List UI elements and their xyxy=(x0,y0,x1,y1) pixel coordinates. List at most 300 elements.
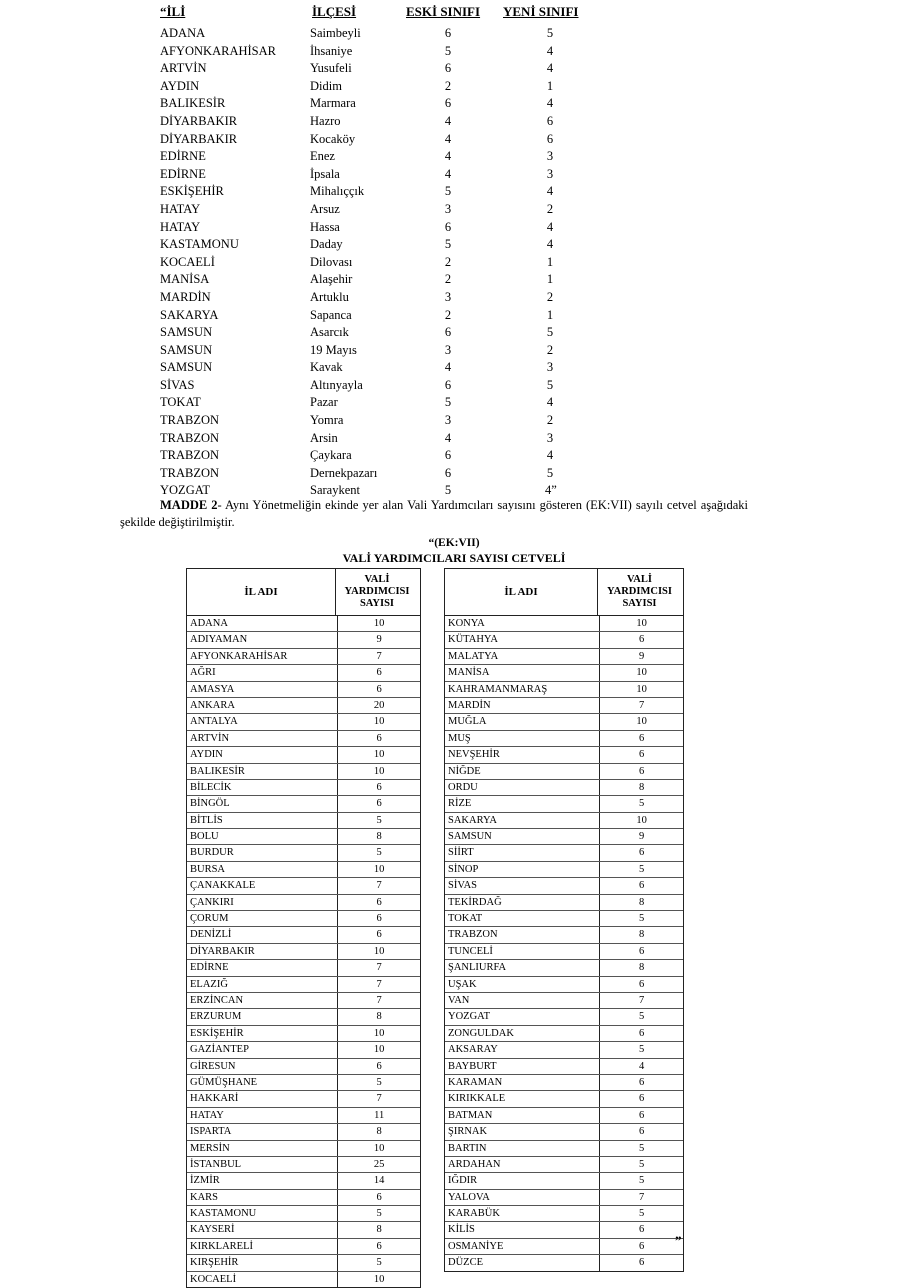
madde-text: - Aynı Yönetmeliğin ekinde yer alan Vali Yardımcıları sayısını gösteren (EK:VII) sayılı cetvel aşağıdaki şekilde değiştirilmiştir. xyxy=(120,498,748,529)
deputy-count-cell: 8 xyxy=(599,927,683,942)
deputy-count-cell: 5 xyxy=(599,1173,683,1188)
old-class-cell: 6 xyxy=(444,448,452,463)
table-row xyxy=(187,1026,420,1042)
table-row xyxy=(187,845,420,861)
old-class-cell: 4 xyxy=(444,430,452,445)
province-name-cell: AYDIN xyxy=(190,749,223,761)
province-name-cell: GÜMÜŞHANE xyxy=(190,1076,258,1088)
province-name-cell: KIRIKKALE xyxy=(448,1093,506,1105)
province-name-cell: BURDUR xyxy=(190,847,234,859)
old-class-cell: 5 xyxy=(444,184,452,199)
district-row xyxy=(0,114,908,132)
province-name-cell: NİĞDE xyxy=(448,765,481,777)
district-row xyxy=(0,290,908,308)
province-name-cell: ISPARTA xyxy=(190,1126,232,1138)
province-name-cell: RİZE xyxy=(448,798,472,810)
annex-reference: “(EK:VII) xyxy=(428,537,480,549)
province-name-cell: ERZİNCAN xyxy=(190,994,244,1006)
deputy-count-cell: 10 xyxy=(337,747,420,762)
deputy-count-cell: 5 xyxy=(337,813,420,828)
district-row xyxy=(0,448,908,466)
district-cell: Hassa xyxy=(310,219,340,234)
table-row xyxy=(445,1009,683,1025)
new-class-cell: 4 xyxy=(546,219,554,234)
new-class-cell: 2 xyxy=(546,342,554,357)
new-class-cell: 3 xyxy=(546,430,554,445)
new-class-cell: 2 xyxy=(546,201,554,216)
table-row xyxy=(187,911,420,927)
district-cell: Artuklu xyxy=(310,289,349,304)
province-name-cell: KARS xyxy=(190,1191,219,1203)
old-class-cell: 4 xyxy=(444,131,452,146)
province-cell: DİYARBAKIR xyxy=(160,131,238,146)
new-class-cell: 4 xyxy=(546,184,554,199)
table-row xyxy=(187,1042,420,1058)
district-cell: Alaşehir xyxy=(310,272,353,287)
district-cell: Kavak xyxy=(310,360,343,375)
deputy-count-cell: 5 xyxy=(599,1042,683,1057)
province-name-cell: KOCAELİ xyxy=(190,1273,237,1285)
province-cell: TRABZON xyxy=(160,465,220,480)
province-name-cell: ADANA xyxy=(190,618,228,629)
table-row xyxy=(187,796,420,812)
province-cell: YOZGAT xyxy=(160,483,210,498)
province-name-cell: SİVAS xyxy=(448,880,477,892)
province-name-cell: BURSA xyxy=(190,863,226,875)
deputy-count-cell: 5 xyxy=(599,862,683,877)
deputy-count-cell: 6 xyxy=(337,731,420,746)
province-name-cell: KASTAMONU xyxy=(190,1208,257,1220)
deputy-count-cell: 14 xyxy=(337,1173,420,1188)
deputy-count-cell: 6 xyxy=(599,1075,683,1090)
header-yeni-sinifi: YENİ SINIFI xyxy=(503,4,579,19)
deputy-count-cell: 6 xyxy=(337,927,420,942)
deputy-count-cell: 6 xyxy=(337,796,420,811)
deputy-count-cell: 7 xyxy=(337,649,420,664)
district-cell: 19 Mayıs xyxy=(310,342,357,357)
old-class-cell: 2 xyxy=(444,307,452,322)
table-row xyxy=(187,780,420,796)
province-name-cell: YOZGAT xyxy=(448,1011,490,1023)
table-row xyxy=(445,780,683,796)
new-class-cell: 5 xyxy=(546,325,554,340)
table-row xyxy=(445,1059,683,1075)
deputy-count-cell: 10 xyxy=(337,616,420,631)
deputy-count-cell: 5 xyxy=(337,1075,420,1090)
old-class-cell: 2 xyxy=(444,272,452,287)
table-body xyxy=(187,616,420,1287)
deputy-count-cell: 5 xyxy=(599,796,683,811)
district-row xyxy=(0,149,908,167)
province-name-cell: ESKİŞEHİR xyxy=(190,1027,244,1039)
table-row xyxy=(187,993,420,1009)
province-name-cell: DENİZLİ xyxy=(190,929,232,941)
table-row xyxy=(187,1157,420,1173)
new-class-cell: 2 xyxy=(546,289,554,304)
new-class-cell: 3 xyxy=(546,149,554,164)
deputy-count-cell: 10 xyxy=(599,682,683,697)
district-row xyxy=(0,255,908,273)
table-row xyxy=(445,960,683,976)
deputy-count-cell: 7 xyxy=(337,1091,420,1106)
table-row xyxy=(187,665,420,681)
deputy-count-cell: 6 xyxy=(599,731,683,746)
table-row xyxy=(445,878,683,894)
deputy-count-cell: 6 xyxy=(599,1091,683,1106)
deputy-count-cell: 5 xyxy=(599,1141,683,1156)
table-row xyxy=(445,1075,683,1091)
province-name-cell: ŞIRNAK xyxy=(448,1126,488,1138)
deputy-count-cell: 6 xyxy=(337,1059,420,1074)
table-row xyxy=(445,764,683,780)
table-row xyxy=(187,1141,420,1157)
table-row xyxy=(445,895,683,911)
province-name-cell: ELAZIĞ xyxy=(190,978,228,990)
table-row xyxy=(445,682,683,698)
deputy-count-cell: 10 xyxy=(337,764,420,779)
new-class-cell: 4 xyxy=(546,96,554,111)
table-row xyxy=(187,632,420,648)
deputy-count-cell: 6 xyxy=(337,665,420,680)
table-row xyxy=(445,796,683,812)
district-cell: Çaykara xyxy=(310,448,352,463)
table-row xyxy=(445,927,683,943)
district-row xyxy=(0,308,908,326)
table-row xyxy=(187,731,420,747)
province-name-cell: MALATYA xyxy=(448,650,499,662)
province-cell: TRABZON xyxy=(160,430,220,445)
deputy-count-cell: 10 xyxy=(599,616,683,631)
table-row xyxy=(445,731,683,747)
province-name-cell: ŞANLIURFA xyxy=(448,962,507,974)
table-row xyxy=(445,632,683,648)
deputy-count-cell: 8 xyxy=(337,1222,420,1237)
district-cell: Yusufeli xyxy=(310,61,352,76)
old-class-cell: 4 xyxy=(444,360,452,375)
table-row xyxy=(445,1042,683,1058)
district-cell: Daday xyxy=(310,237,343,252)
deputy-count-cell: 6 xyxy=(337,780,420,795)
district-row xyxy=(0,44,908,62)
province-cell: SAKARYA xyxy=(160,307,219,322)
table-row xyxy=(445,911,683,927)
province-name-cell: MUĞLA xyxy=(448,716,487,728)
table-row xyxy=(445,813,683,829)
district-cell: Sapanca xyxy=(310,307,352,322)
province-name-cell: ARDAHAN xyxy=(448,1158,501,1170)
district-cell: Saimbeyli xyxy=(310,26,361,40)
deputy-count-cell: 6 xyxy=(599,747,683,762)
header-il-adi: İL ADI xyxy=(504,586,538,598)
province-name-cell: BALIKESİR xyxy=(190,765,245,777)
deputy-count-cell: 5 xyxy=(337,1255,420,1270)
table-row xyxy=(187,895,420,911)
district-cell: Asarcık xyxy=(310,325,349,340)
deputy-count-cell: 6 xyxy=(337,1239,420,1254)
new-class-cell: 5 xyxy=(546,465,554,480)
deputy-count-cell: 6 xyxy=(599,977,683,992)
old-class-cell: 6 xyxy=(444,377,452,392)
header-ilce: İLÇESİ xyxy=(312,4,357,19)
district-row xyxy=(0,343,908,361)
new-class-cell: 4 xyxy=(546,43,554,58)
old-class-cell: 4 xyxy=(444,113,452,128)
deputy-count-cell: 10 xyxy=(337,714,420,729)
district-cell: Yomra xyxy=(310,413,344,428)
table-row xyxy=(187,829,420,845)
province-name-cell: SİİRT xyxy=(448,847,474,859)
deputy-count-cell: 4 xyxy=(599,1059,683,1074)
table-row xyxy=(187,1173,420,1189)
table-row xyxy=(187,1239,420,1255)
province-name-cell: ORDU xyxy=(448,781,478,793)
province-name-cell: KIRKLARELİ xyxy=(190,1240,253,1252)
table-row xyxy=(445,649,683,665)
province-name-cell: BİTLİS xyxy=(190,814,223,826)
province-name-cell: TUNCELİ xyxy=(448,945,493,957)
table-row xyxy=(187,1124,420,1140)
table-row xyxy=(187,1009,420,1025)
table-row xyxy=(445,1173,683,1189)
deputy-count-cell: 10 xyxy=(599,813,683,828)
province-cell: ESKİŞEHİR xyxy=(160,184,224,199)
table-row xyxy=(445,1026,683,1042)
deputy-count-cell: 6 xyxy=(599,1124,683,1139)
province-name-cell: BATMAN xyxy=(448,1109,493,1121)
district-cell: Altınyayla xyxy=(310,377,363,392)
table-row xyxy=(445,1239,683,1255)
table-row xyxy=(187,714,420,730)
province-name-cell: AMASYA xyxy=(190,683,235,695)
district-row xyxy=(0,61,908,79)
old-class-cell: 5 xyxy=(444,43,452,58)
new-class-cell: 5 xyxy=(546,26,554,40)
deputy-count-cell: 9 xyxy=(599,649,683,664)
province-cell: EDİRNE xyxy=(160,149,206,164)
deputy-count-cell: 7 xyxy=(337,993,420,1008)
district-rows xyxy=(0,26,908,501)
table-row xyxy=(187,616,420,632)
province-name-cell: UŞAK xyxy=(448,978,477,990)
new-class-cell: 6 xyxy=(546,113,554,128)
province-cell: SAMSUN xyxy=(160,360,213,375)
header-vali-yardimcisi-sayisi: VALİ YARDIMCISI SAYISI xyxy=(597,569,681,615)
closing-quote: ” xyxy=(675,1233,682,1248)
table-row xyxy=(445,1190,683,1206)
deputy-count-cell: 10 xyxy=(599,665,683,680)
province-cell: EDİRNE xyxy=(160,166,206,181)
vali-yardimcisi-table-right xyxy=(444,568,684,1272)
deputy-count-cell: 5 xyxy=(599,1009,683,1024)
header-il: “İLİ xyxy=(160,4,186,19)
deputy-count-cell: 8 xyxy=(599,780,683,795)
province-cell: SİVAS xyxy=(160,377,195,392)
province-name-cell: BAYBURT xyxy=(448,1060,497,1072)
old-class-cell: 2 xyxy=(444,78,452,93)
province-cell: MANİSA xyxy=(160,272,210,287)
table-row xyxy=(187,1059,420,1075)
table-row xyxy=(445,944,683,960)
vali-yardimcisi-table-left xyxy=(186,568,421,1288)
new-class-cell: 4 xyxy=(546,61,554,76)
province-name-cell: KIRŞEHİR xyxy=(190,1257,239,1269)
deputy-count-cell: 5 xyxy=(337,845,420,860)
deputy-count-cell: 10 xyxy=(337,1026,420,1041)
table-row xyxy=(187,977,420,993)
deputy-count-cell: 8 xyxy=(599,895,683,910)
table-row xyxy=(445,993,683,1009)
table-row xyxy=(187,698,420,714)
deputy-count-cell: 7 xyxy=(599,698,683,713)
province-cell: DİYARBAKIR xyxy=(160,113,238,128)
table-row xyxy=(445,665,683,681)
table-row xyxy=(445,1157,683,1173)
old-class-cell: 2 xyxy=(444,254,452,269)
table-row xyxy=(445,1206,683,1222)
province-cell: HATAY xyxy=(160,219,201,234)
deputy-count-cell: 20 xyxy=(337,698,420,713)
deputy-count-cell: 6 xyxy=(337,682,420,697)
province-name-cell: ADIYAMAN xyxy=(190,634,248,646)
table-row xyxy=(187,1108,420,1124)
province-name-cell: MARDİN xyxy=(448,699,491,711)
table-row xyxy=(187,1222,420,1238)
new-class-cell: 3 xyxy=(546,166,554,181)
province-name-cell: İSTANBUL xyxy=(190,1158,242,1170)
district-cell: Dernekpazarı xyxy=(310,465,378,480)
table-row xyxy=(187,1091,420,1107)
old-class-cell: 3 xyxy=(444,413,452,428)
province-name-cell: DÜZCE xyxy=(448,1257,483,1269)
province-name-cell: BİNGÖL xyxy=(190,798,230,810)
province-cell: SAMSUN xyxy=(160,342,213,357)
province-cell: AYDIN xyxy=(160,78,200,93)
province-cell: BALIKESİR xyxy=(160,96,226,111)
province-name-cell: SAKARYA xyxy=(448,814,498,826)
deputy-count-cell: 6 xyxy=(599,1108,683,1123)
province-cell: TRABZON xyxy=(160,413,220,428)
province-cell: TRABZON xyxy=(160,448,220,463)
district-row xyxy=(0,395,908,413)
header-vali-yardimcisi-sayisi: VALİ YARDIMCISI SAYISI xyxy=(335,569,418,615)
province-name-cell: ANTALYA xyxy=(190,716,238,728)
deputy-count-cell: 6 xyxy=(599,944,683,959)
deputy-count-cell: 25 xyxy=(337,1157,420,1172)
table-row xyxy=(445,862,683,878)
new-class-cell: 6 xyxy=(546,131,554,146)
deputy-count-cell: 6 xyxy=(599,1239,683,1254)
district-row xyxy=(0,431,908,449)
province-name-cell: SİNOP xyxy=(448,863,479,875)
deputy-count-cell: 7 xyxy=(337,878,420,893)
new-class-cell: 2 xyxy=(546,413,554,428)
old-class-cell: 6 xyxy=(444,61,452,76)
table-row xyxy=(187,1272,420,1287)
district-row xyxy=(0,237,908,255)
province-name-cell: AKSARAY xyxy=(448,1044,498,1056)
new-class-cell: 3 xyxy=(546,360,554,375)
province-name-cell: ÇORUM xyxy=(190,913,229,925)
deputy-count-cell: 7 xyxy=(599,1190,683,1205)
district-row xyxy=(0,378,908,396)
province-name-cell: BİLECİK xyxy=(190,781,232,793)
province-name-cell: KAYSERİ xyxy=(190,1224,235,1236)
table-row xyxy=(445,1091,683,1107)
province-name-cell: ZONGULDAK xyxy=(448,1027,514,1039)
district-row xyxy=(0,202,908,220)
old-class-cell: 5 xyxy=(444,395,452,410)
district-row xyxy=(0,360,908,378)
district-row xyxy=(0,272,908,290)
new-class-cell: 4 xyxy=(546,448,554,463)
province-name-cell: BARTIN xyxy=(448,1142,487,1154)
deputy-count-cell: 9 xyxy=(337,632,420,647)
table-row xyxy=(445,698,683,714)
district-row xyxy=(0,184,908,202)
district-cell: Pazar xyxy=(310,395,338,410)
province-name-cell: KARABÜK xyxy=(448,1208,500,1220)
province-name-cell: KİLİS xyxy=(448,1224,475,1236)
table-row xyxy=(445,1124,683,1140)
annex-title: VALİ YARDIMCILARI SAYISI CETVELİ xyxy=(342,551,566,565)
old-class-cell: 6 xyxy=(444,465,452,480)
old-class-cell: 6 xyxy=(444,219,452,234)
deputy-count-cell: 11 xyxy=(337,1108,420,1123)
district-cell: İhsaniye xyxy=(310,43,353,58)
new-class-cell: 4 xyxy=(546,395,554,410)
province-name-cell: IĞDIR xyxy=(448,1175,478,1187)
district-cell: Saraykent xyxy=(310,483,360,498)
old-class-cell: 6 xyxy=(444,26,452,40)
table-row xyxy=(187,944,420,960)
table-row xyxy=(445,845,683,861)
province-name-cell: ARTVİN xyxy=(190,732,230,744)
province-name-cell: TEKİRDAĞ xyxy=(448,896,502,908)
deputy-count-cell: 9 xyxy=(599,829,683,844)
province-cell: KASTAMONU xyxy=(160,237,239,252)
district-cell: Dilovası xyxy=(310,254,353,269)
table-row xyxy=(445,1108,683,1124)
new-class-cell: 1 xyxy=(546,78,554,93)
table-row xyxy=(187,862,420,878)
province-cell: AFYONKARAHİSAR xyxy=(160,43,276,58)
district-cell: Arsin xyxy=(310,430,338,445)
district-table-header xyxy=(0,4,908,26)
table-row xyxy=(445,616,683,632)
province-name-cell: NEVŞEHİR xyxy=(448,749,500,761)
province-name-cell: HATAY xyxy=(190,1109,224,1121)
province-name-cell: KARAMAN xyxy=(448,1076,503,1088)
province-name-cell: VAN xyxy=(448,994,470,1006)
deputy-count-cell: 10 xyxy=(337,862,420,877)
header-il-adi: İL ADI xyxy=(244,586,278,598)
old-class-cell: 3 xyxy=(444,201,452,216)
header-eski-sinifi: ESKİ SINIFI xyxy=(406,4,481,19)
province-name-cell: ÇANKIRI xyxy=(190,896,234,908)
old-class-cell: 5 xyxy=(444,237,452,252)
table-row xyxy=(187,764,420,780)
deputy-count-cell: 7 xyxy=(337,960,420,975)
province-name-cell: SAMSUN xyxy=(448,831,492,843)
table-header xyxy=(187,569,420,616)
deputy-count-cell: 6 xyxy=(599,764,683,779)
table-body xyxy=(445,616,683,1271)
deputy-count-cell: 10 xyxy=(599,714,683,729)
table-row xyxy=(187,878,420,894)
district-cell: Marmara xyxy=(310,96,356,111)
old-class-cell: 4 xyxy=(444,166,452,181)
old-class-cell: 3 xyxy=(444,342,452,357)
